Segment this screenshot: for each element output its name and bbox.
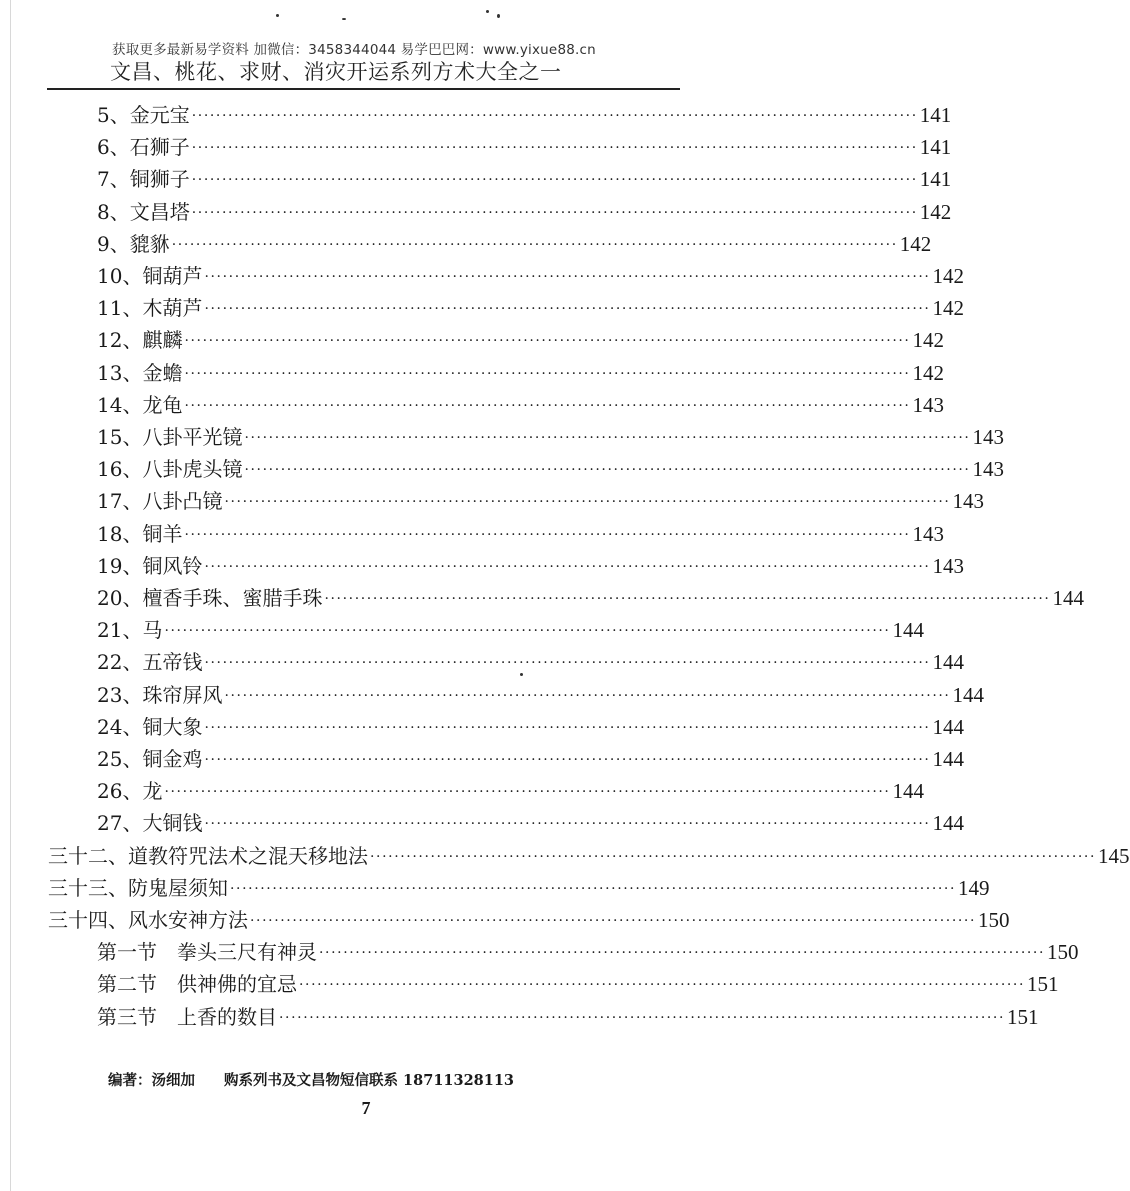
toc-entry: [48, 903, 1010, 933]
toc-leader-dots: ························································································································: [204, 816, 931, 833]
toc-entry-page: 144: [892, 618, 924, 643]
toc-entry-page: 142: [932, 296, 964, 321]
toc-entry: [97, 98, 952, 128]
toc-leader-dots: ························································································································: [164, 623, 891, 640]
toc-entry: [97, 581, 1084, 611]
toc-entry-page: 145: [1098, 843, 1130, 868]
toc-entry-title: 三十四、风水安神方法: [48, 908, 248, 932]
toc-entry-page: 144: [932, 747, 964, 771]
toc-entry-title: 三十二、道教符咒法术之混天移地法: [48, 843, 368, 868]
toc-entry-page: 144: [1052, 586, 1084, 610]
toc-entry-page: 141: [919, 167, 952, 192]
toc-leader-dots: ························································································································: [279, 1009, 1006, 1026]
toc-entry: [97, 710, 964, 740]
toc-entry-title: 27、大铜钱: [97, 811, 203, 836]
toc-entry: [97, 806, 964, 836]
toc-leader-dots: ························································································································: [191, 172, 918, 189]
toc-entry: [97, 742, 964, 772]
scan-speck: [486, 10, 489, 13]
running-header-title: 文昌、桃花、求财、消灾开运系列方术大全之一: [110, 60, 562, 84]
toc-entry-page: 143: [912, 392, 944, 417]
toc-entry-page: 151: [1007, 1004, 1039, 1029]
toc-entry: [97, 291, 964, 321]
toc-entry-title: 11、木葫芦: [97, 296, 203, 321]
toc-leader-dots: ························································································································: [230, 880, 957, 897]
toc-leader-dots: ························································································································: [244, 430, 971, 446]
toc-entry-page: 143: [932, 553, 964, 578]
toc-entry-title: 16、八卦虎头镜: [97, 457, 243, 482]
toc-entry: [97, 645, 964, 675]
toc-leader-dots: ························································································································: [204, 655, 931, 672]
toc-entry: [97, 967, 1059, 997]
toc-entry: [97, 549, 964, 579]
toc-entry: [97, 162, 952, 192]
toc-leader-dots: ························································································································: [370, 848, 1097, 865]
toc-entry: [97, 323, 944, 353]
watermark-text: 获取更多最新易学资料 加微信：3458344044 易学巴巴网：www.yixue88.cn: [112, 42, 596, 58]
toc-entry-page: 142: [912, 360, 944, 385]
toc-leader-dots: ························································································································: [164, 784, 891, 801]
toc-entry-page: 144: [932, 811, 964, 836]
toc-entry-title: 19、铜风铃: [97, 553, 203, 578]
toc-entry: [97, 517, 944, 547]
toc-entry: [97, 227, 932, 257]
scan-edge: [10, 0, 11, 1191]
toc-entry-page: 144: [952, 682, 984, 707]
toc-leader-dots: ························································································································: [324, 591, 1051, 607]
toc-entry-page: 143: [912, 521, 944, 546]
toc-entry: [97, 356, 944, 386]
toc-leader-dots: ························································································································: [244, 462, 971, 479]
toc-entry: [48, 839, 1130, 869]
toc-entry-title: 25、铜金鸡: [97, 747, 203, 771]
toc-entry-page: 142: [899, 231, 932, 256]
toc-entry-title: 7、铜狮子: [97, 167, 190, 192]
toc-leader-dots: ························································································································: [250, 913, 977, 929]
toc-entry: [97, 678, 984, 708]
toc-entry-title: 15、八卦平光镜: [97, 425, 243, 449]
toc-leader-dots: ························································································································: [204, 269, 931, 285]
toc-leader-dots: ························································································································: [184, 526, 911, 543]
toc-leader-dots: ························································································································: [319, 945, 1046, 962]
toc-entry: [97, 935, 1079, 965]
toc-entry-page: 142: [919, 199, 952, 224]
toc-entry: [97, 774, 924, 804]
toc-leader-dots: ························································································································: [204, 301, 931, 318]
toc-leader-dots: ························································································································: [224, 494, 951, 511]
toc-entry-title: 21、马: [97, 618, 163, 643]
toc-entry: [97, 484, 984, 514]
toc-leader-dots: ························································································································: [184, 333, 911, 350]
toc-entry-title: 第三节 上香的数目: [97, 1004, 277, 1029]
toc-entry-title: 12、麒麟: [97, 328, 183, 353]
toc-entry: [48, 871, 990, 901]
toc-entry-page: 143: [972, 457, 1004, 482]
toc-entry: [97, 613, 924, 643]
toc-entry-title: 8、文昌塔: [97, 199, 190, 224]
toc-leader-dots: ························································································································: [204, 752, 931, 768]
toc-entry: [97, 195, 952, 225]
toc-entry-title: 14、龙龟: [97, 392, 183, 417]
page-number: 7: [361, 1098, 371, 1118]
toc-entry-title: 第一节 拳头三尺有神灵: [97, 940, 317, 965]
toc-leader-dots: ························································································································: [191, 140, 918, 157]
header-divider: [47, 88, 680, 90]
toc-entry-page: 142: [912, 328, 944, 353]
toc-entry-title: 5、金元宝: [97, 103, 190, 127]
toc-entry-title: 22、五帝钱: [97, 650, 203, 675]
toc-entry-title: 26、龙: [97, 779, 163, 804]
toc-entry-title: 三十三、防鬼屋须知: [48, 875, 228, 900]
toc-entry-title: 23、珠帘屏风: [97, 682, 223, 707]
scan-speck: [276, 14, 279, 17]
toc-entry: [97, 259, 964, 289]
toc-entry: [97, 130, 952, 160]
toc-entry-page: 144: [892, 779, 924, 804]
toc-leader-dots: ························································································································: [204, 558, 931, 575]
toc-entry-title: 17、八卦凸镜: [97, 489, 223, 514]
toc-leader-dots: ························································································································: [299, 977, 1026, 994]
toc-entry-page: 151: [1027, 972, 1059, 997]
toc-entry-title: 18、铜羊: [97, 521, 183, 546]
toc-entry-page: 144: [932, 714, 964, 739]
footer-credit: 编著：汤细加 购系列书及文昌物短信联系 18711328113: [108, 1072, 515, 1089]
toc-entry-title: 13、金蟾: [97, 360, 183, 385]
toc-entry: [97, 388, 944, 418]
toc-entry-page: 144: [932, 650, 964, 675]
toc-leader-dots: ························································································································: [191, 108, 918, 124]
toc-leader-dots: ························································································································: [191, 204, 918, 221]
toc-entry: [97, 420, 1004, 450]
scan-speck: [497, 14, 500, 18]
toc-entry-page: 150: [978, 908, 1010, 932]
toc-entry-title: 10、铜葫芦: [97, 264, 203, 288]
toc-entry-title: 9、貔貅: [97, 231, 170, 256]
toc-leader-dots: ························································································································: [184, 397, 911, 414]
toc-entry-page: 141: [919, 103, 952, 127]
toc-entry-page: 150: [1047, 940, 1079, 965]
toc-leader-dots: ························································································································: [171, 236, 898, 253]
toc-entry-page: 149: [958, 875, 990, 900]
toc-entry-title: 20、檀香手珠、蜜腊手珠: [97, 586, 323, 610]
toc-entry-page: 143: [952, 489, 984, 514]
toc-entry: [97, 452, 1004, 482]
toc-entry-title: 第二节 供神佛的宜忌: [97, 972, 297, 997]
toc-entry-title: 24、铜大象: [97, 714, 203, 739]
toc-leader-dots: ························································································································: [224, 687, 951, 704]
toc-entry: [97, 1000, 1039, 1030]
toc-entry-page: 142: [932, 264, 964, 288]
toc-entry-page: 143: [972, 425, 1004, 449]
toc-leader-dots: ························································································································: [204, 719, 931, 736]
toc-entry-title: 6、石狮子: [97, 135, 190, 160]
scan-speck: [342, 18, 346, 20]
toc-entry-page: 141: [919, 135, 952, 160]
toc-leader-dots: ························································································································: [184, 365, 911, 382]
